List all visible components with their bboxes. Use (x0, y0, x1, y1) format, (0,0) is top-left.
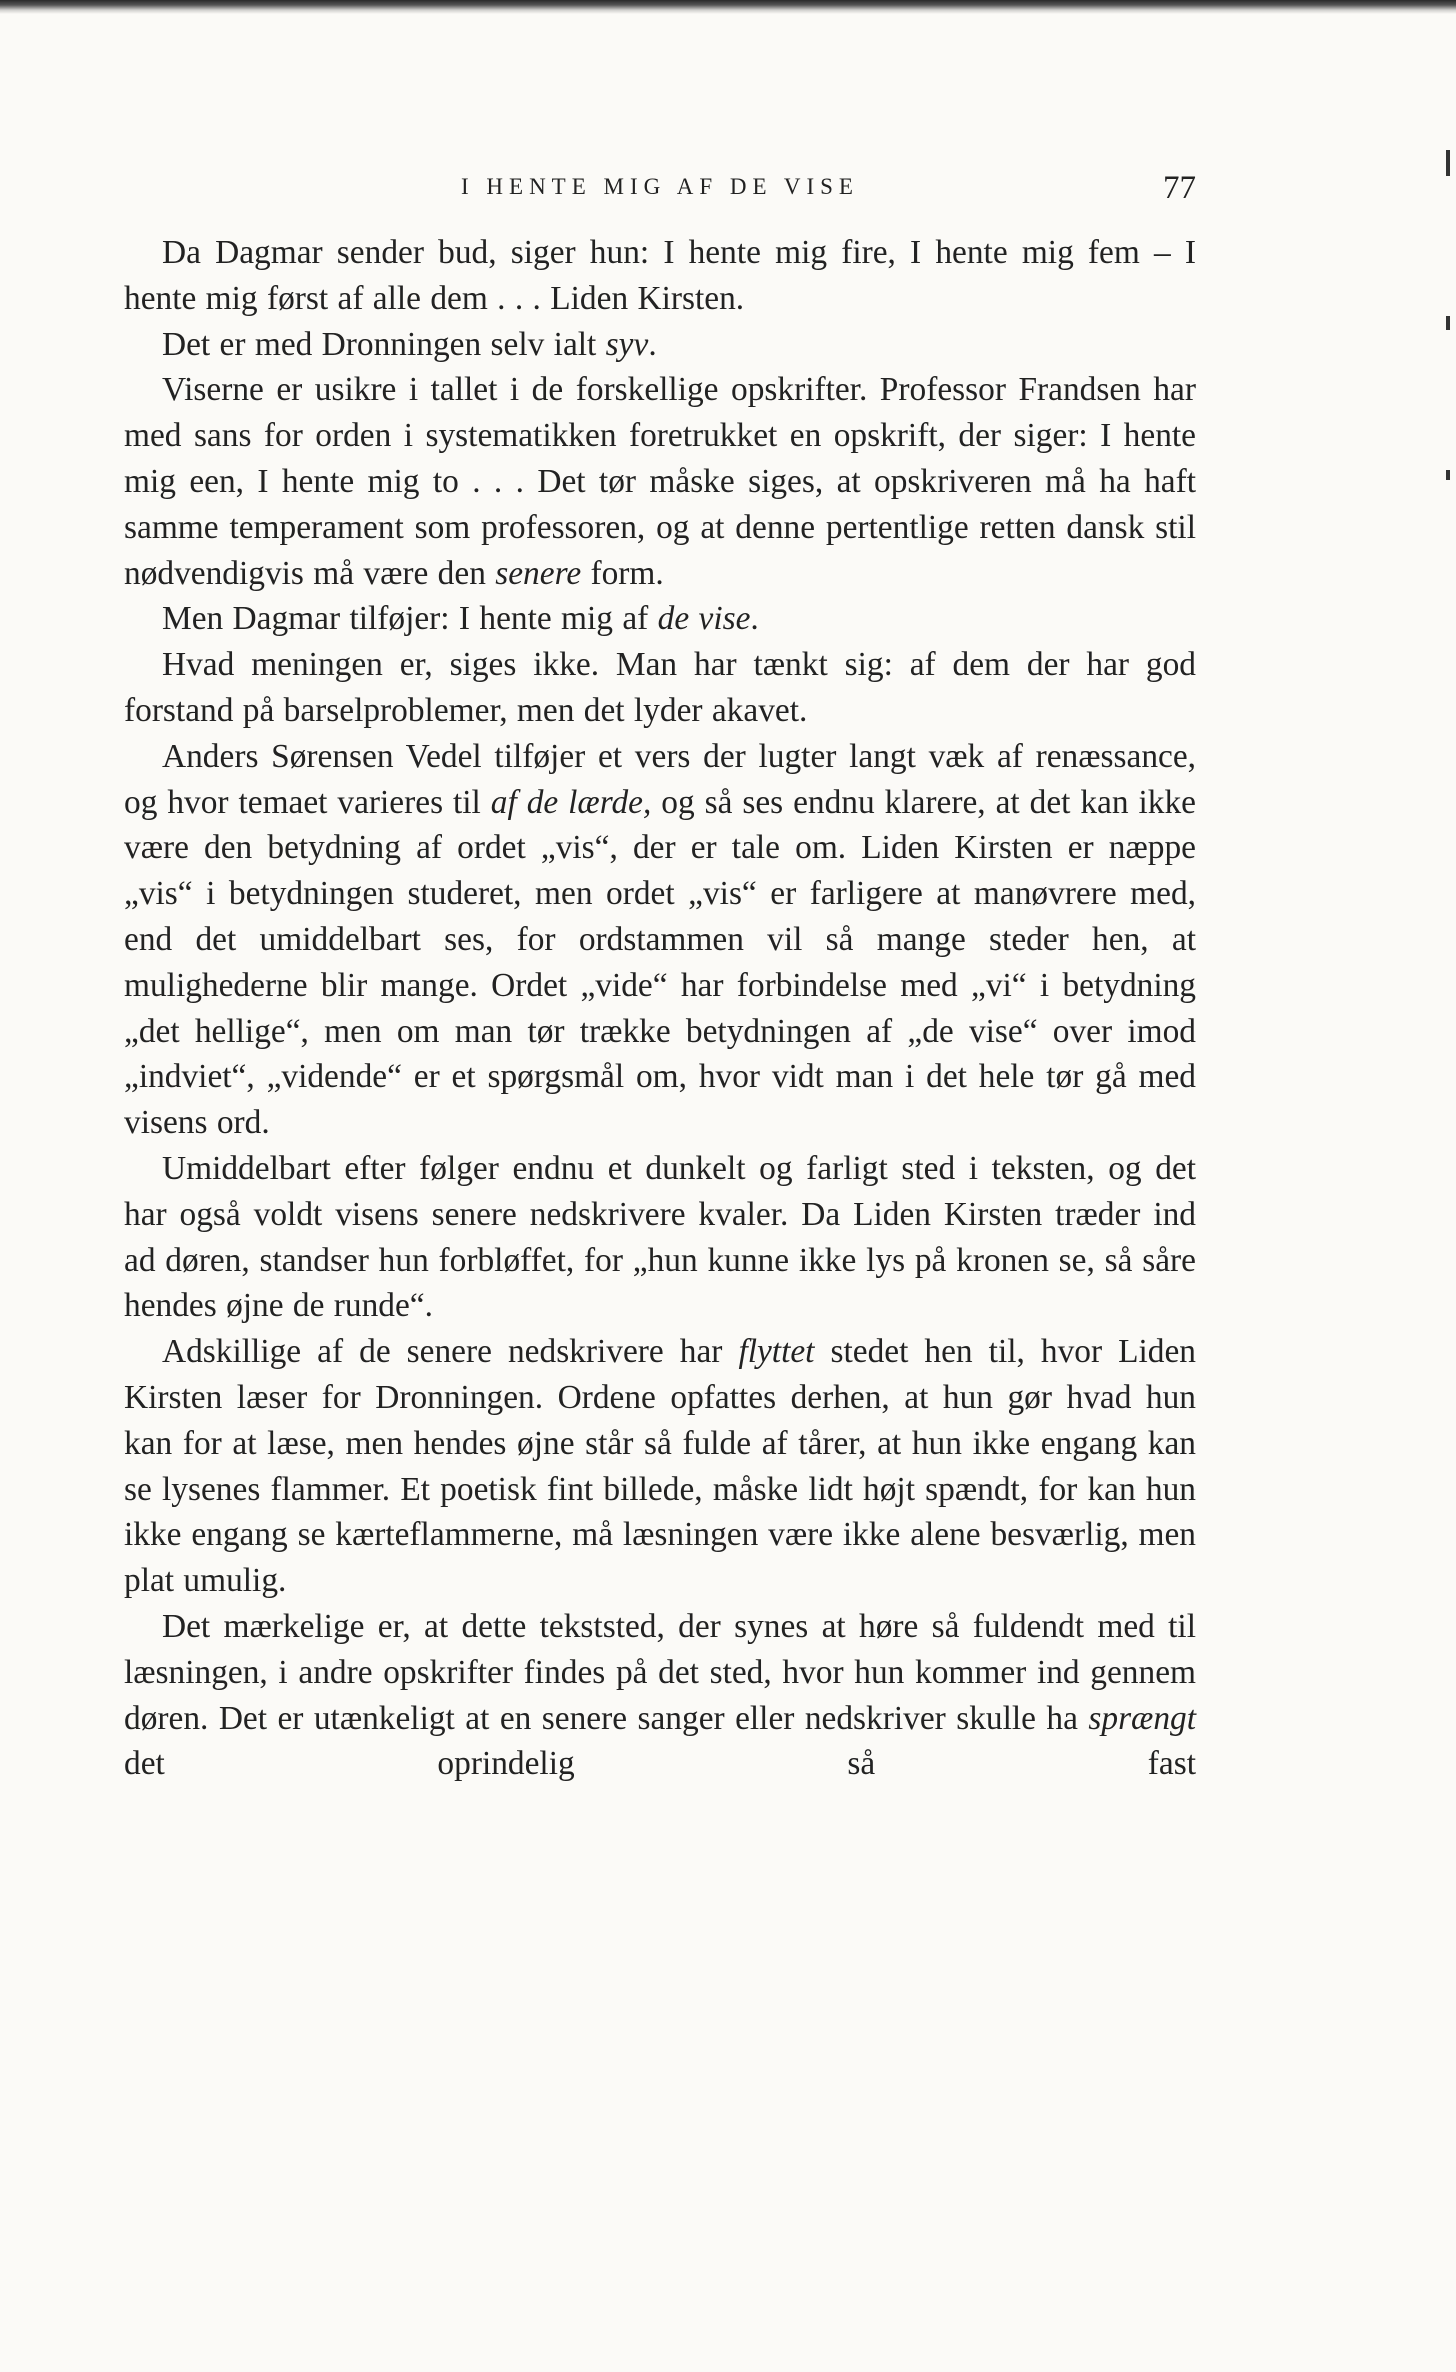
text-run: og så ses endnu klarere, at det kan ikke være den betydning af ordet „vis“, der er tale om. Liden Kirsten er næppe „vis“ i betydningen studeret, men ordet „vis“ er farligere at manøvrere med, end det umiddelbart ses, for ordstammen vil så mange steder hen, at mulighederne blir mange. Ordet „vide“ har forbindelse med „vi“ i betydning „det hellige“, men om man tør trække betydningen af „de vise“ over imod „indviet“, „vidende“ er et spørgsmål om, hvor vidt man i det hele tør gå med visens ord. (124, 783, 1196, 1142)
book-page (124, 170, 1196, 1787)
text-run: Da Dagmar sender bud, siger hun: I hente mig fire, I hente mig fem – I hente mig først af alle dem . . . Liden Kirsten. (124, 234, 1196, 317)
italic-run: syv (605, 325, 649, 363)
paragraph-1 (124, 230, 1196, 322)
text-run: Anders Sørensen Vedel tilføjer et vers der lugter langt væk af renæssance, og hvor temaet varieres til (124, 737, 1196, 821)
paragraph-6 (124, 734, 1196, 1146)
italic-run: senere (495, 554, 582, 592)
paragraph-7 (124, 1146, 1196, 1329)
running-head (124, 170, 1196, 230)
text-run: Det er med Dronningen selv ialt (162, 325, 606, 363)
italic-run: de vise (657, 600, 751, 638)
text-run: Adskillige af de senere nedskrivere har (162, 1333, 739, 1371)
text-run: stedet hen til, hvor Liden Kirsten læser for Dronningen. Ordene opfattes derhen, at hun gør hvad hun kan for at læse, men hendes øjne står så fulde af tårer, at hun ikke engang kan se lysenes flammer. Et poetisk fint billede, måske lidt højt spændt, for kan hun ikke engang se kærteflammerne, må læsningen være ikke alene besværlig, men plat umulig. (124, 1333, 1196, 1600)
text-run: Hvad meningen er, siges ikke. Man har tænkt sig: af dem der har god forstand på barselproblemer, men det lyder akavet. (124, 646, 1196, 729)
text-run: . (648, 325, 657, 363)
page-top-edge-shadow (0, 0, 1456, 14)
italic-run: sprængt (1088, 1699, 1196, 1737)
text-run: Umiddelbart efter følger endnu et dunkelt og farligt sted i teksten, og det har også voldt visens senere nedskrivere kvaler. Da Liden Kirsten træder ind ad døren, standser hun forbløffet, for „hun kunne ikke lys på kronen se, så såre hendes øjne de runde“. (124, 1149, 1196, 1325)
text-run: . (750, 600, 759, 638)
body-text (124, 230, 1196, 1787)
italic-run: flyttet (738, 1333, 815, 1371)
italic-run: af de lærde, (490, 783, 652, 821)
paragraph-3 (124, 367, 1196, 596)
paragraph-9 (124, 1604, 1196, 1787)
paragraph-4 (124, 596, 1196, 642)
text-run: form. (581, 554, 664, 592)
text-run: Det mærkelige er, at dette tekststed, der synes at høre så fuldendt med til læsningen, i andre opskrifter findes på det sted, hvor hun kommer ind gennem døren. Det er utænkeligt at en senere sanger eller nedskriver skulle ha (124, 1607, 1196, 1737)
paragraph-8 (124, 1329, 1196, 1604)
right-edge-marks (1446, 150, 1452, 620)
text-run: Men Dagmar tilføjer: I hente mig af (162, 600, 658, 638)
paragraph-2 (124, 322, 1196, 368)
page-number: 77 (1163, 170, 1196, 206)
running-title: I HENTE MIG AF DE VISE (461, 174, 859, 199)
text-run: det oprindelig så fast (124, 1745, 1196, 1783)
text-run: Viserne er usikre i tallet i de forskellige opskrifter. Professor Frandsen har med sans for orden i systematikken foretrukket en opskrift, der siger: I hente mig een, I hente mig to . . . Det tør måske siges, at opskriveren må ha haft samme temperament som professoren, og at denne pertentlige retten dansk stil nødvendigvis må være den (124, 371, 1196, 592)
paragraph-5 (124, 642, 1196, 734)
